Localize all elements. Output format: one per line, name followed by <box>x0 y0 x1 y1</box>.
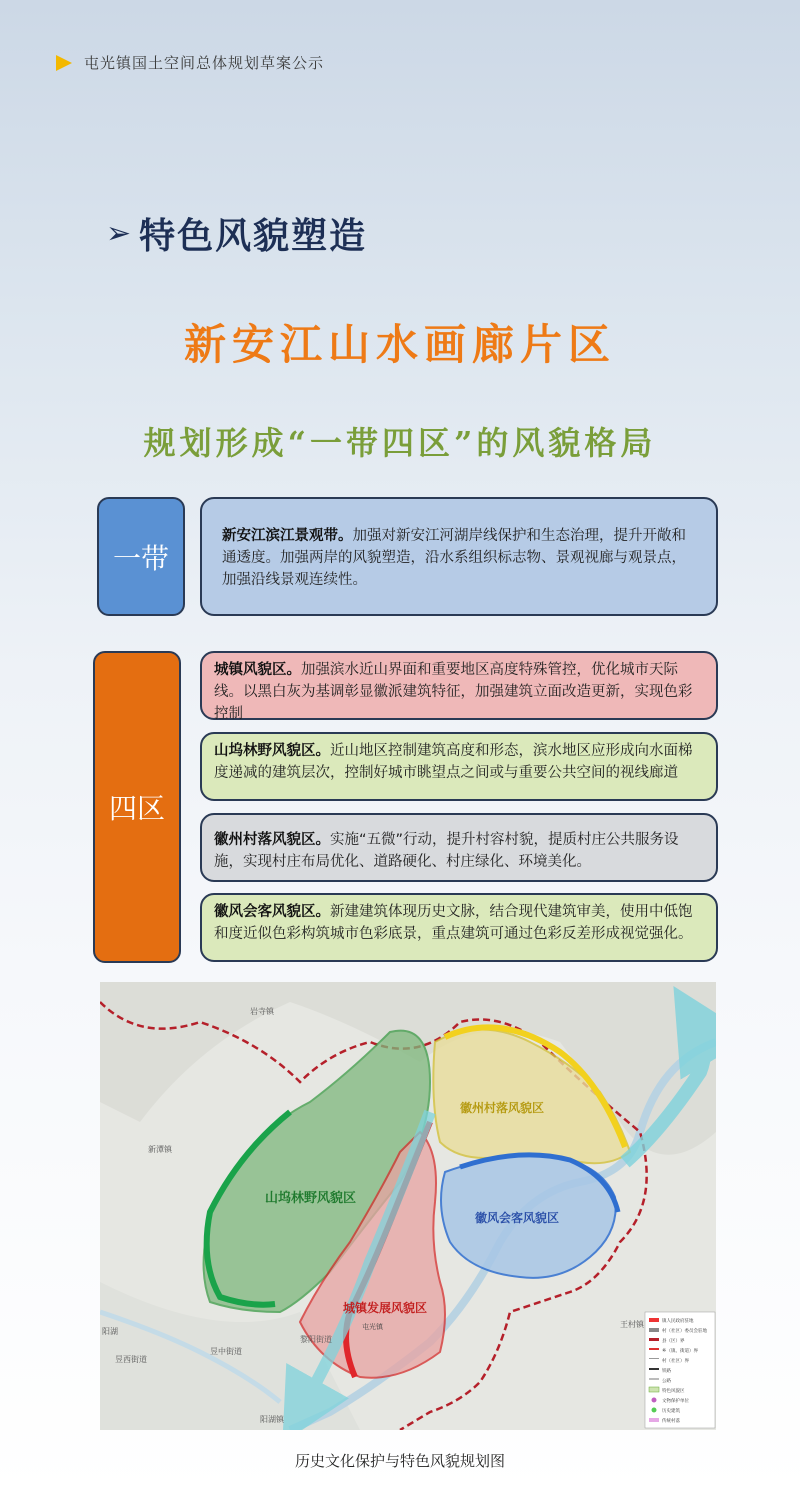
legend-item: 县（区）界 <box>662 1339 685 1344</box>
page-header <box>56 52 324 73</box>
village-area-description <box>200 813 718 882</box>
legend-item: 村（社区）界 <box>662 1359 689 1364</box>
map-caption: 历史文化保护与特色风貌规划图 <box>294 1452 505 1470</box>
map-place-label: 昱中街道 <box>210 1347 242 1356</box>
map-place-label: 黎阳街道 <box>300 1335 332 1344</box>
town-area-description <box>200 651 718 720</box>
map-legend <box>645 1312 715 1428</box>
item-body: 加强滨水近山界面和重要地区高度特殊管控，优化城市天际线。以黑白灰为基调彰显徽派建筑特征，加强建筑立面改造更新，实现色彩控制 <box>214 662 693 722</box>
item-body: 实施“五微”行动，提升村容村貌，提质村庄公共服务设施，实现村庄布局优化、道路硬化、村庄绿化、环境美化。 <box>214 832 679 870</box>
item-head: 徽风会客风貌区。 <box>214 904 330 920</box>
map-zone-label: 徽州村落风貌区 <box>460 1101 545 1115</box>
guest-area-description <box>200 893 718 962</box>
header-title: 屯光镇国土空间总体规划草案公示 <box>84 54 325 72</box>
item-body: 新建建筑体现历史文脉，结合现代建筑审美，使用中低饱和度近似色彩构筑城市色彩底景，重点建筑可通过色彩反差形成视觉强化。 <box>214 904 693 942</box>
legend-item: 文物保护单位 <box>662 1399 689 1404</box>
map-place-label: 岩寺镇 <box>250 1007 274 1016</box>
item-head: 徽州村落风貌区。 <box>214 832 330 848</box>
map-place-label: 王村镇 <box>620 1320 644 1329</box>
legend-item: 乡（镇、街道）界 <box>662 1349 698 1354</box>
zone-title: 新安江山水画廊片区 <box>183 320 616 369</box>
item-head: 新安江滨江景观带。 <box>222 528 353 544</box>
zone-subtitle: 规划形成“一带四区”的风貌格局 <box>143 424 657 462</box>
legend-item: 村（社区）委员会驻地 <box>662 1329 707 1334</box>
belt-label: 一带 <box>97 497 185 616</box>
areas-label: 四区 <box>93 651 181 963</box>
legend-item: 公路 <box>662 1379 671 1384</box>
item-body: 近山地区控制建筑高度和形态，滨水地区应形成向水面梯度递减的建筑层次，控制好城市眺望点之间或与重要公共空间的视线廊道 <box>214 743 693 781</box>
map-zone-label: 徽风会客风貌区 <box>475 1211 560 1225</box>
item-head: 城镇风貌区。 <box>214 662 301 678</box>
map-svg <box>100 982 716 1430</box>
section-title <box>106 208 367 259</box>
map-zone-label: 城镇发展风貌区 <box>343 1301 428 1315</box>
legend-item: 特色风貌区 <box>662 1389 685 1394</box>
map-place-label: 屯光镇 <box>362 1323 383 1331</box>
item-head: 山坞林野风貌区。 <box>214 743 330 759</box>
style-planning-map <box>100 982 716 1430</box>
map-zone-label: 山坞林野风貌区 <box>265 1191 357 1206</box>
header-triangle-icon <box>56 55 72 71</box>
legend-item: 镇人民政府驻地 <box>662 1319 694 1324</box>
legend-item: 传统村落 <box>662 1419 680 1424</box>
forest-area-description <box>200 732 718 801</box>
legend-item: 铁路 <box>662 1369 671 1374</box>
map-place-label: 阳湖镇 <box>260 1415 284 1424</box>
legend-item: 历史建筑 <box>662 1409 680 1414</box>
belt-description <box>200 497 718 616</box>
map-place-label: 新潭镇 <box>148 1145 172 1154</box>
arrow-bullet-icon: ➢ <box>106 216 132 251</box>
map-place-label: 昱西街道 <box>115 1355 147 1364</box>
section-title-text: 特色风貌塑造 <box>139 216 368 257</box>
map-place-label: 阳湖 <box>102 1327 118 1336</box>
item-body: 加强对新安江河湖岸线保护和生态治理，提升开敞和通透度。加强两岸的风貌塑造，沿水系组织标志物、景观视廊与观景点，加强沿线景观连续性。 <box>222 528 686 588</box>
